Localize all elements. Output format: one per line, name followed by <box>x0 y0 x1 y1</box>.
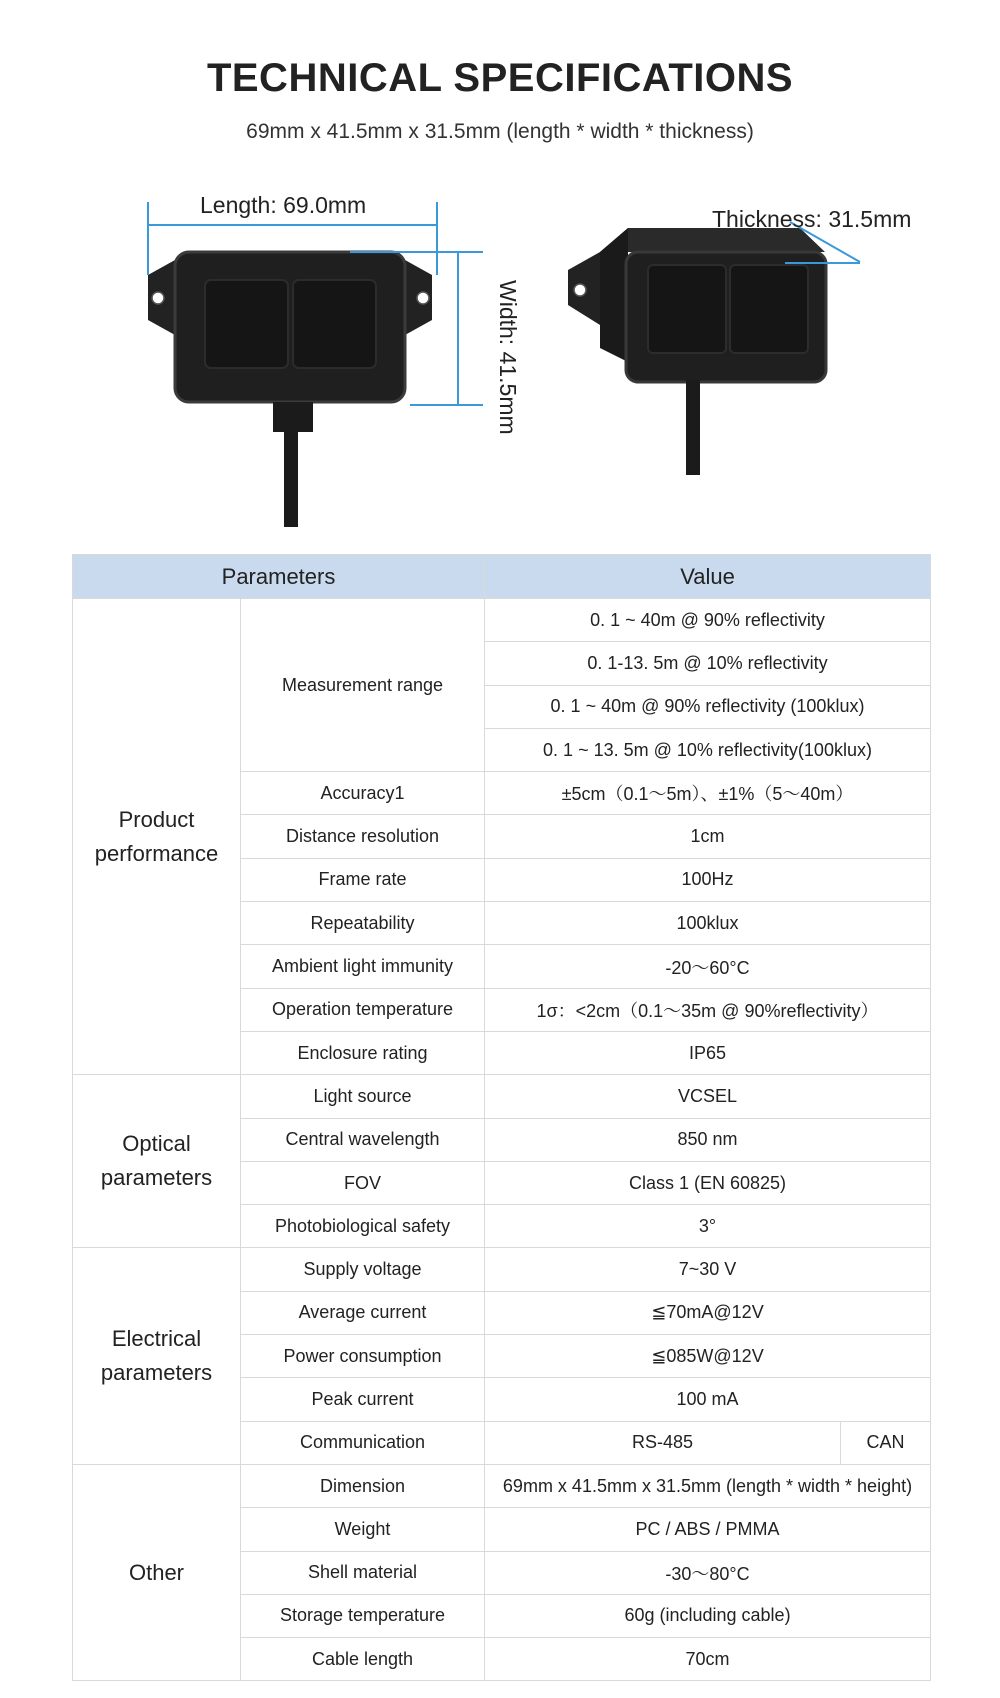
table-row <box>73 1248 931 1291</box>
param-label: FOV <box>241 1161 485 1204</box>
param-value: 70cm <box>485 1638 931 1681</box>
thickness-dimension-label: Thickness: 31.5mm <box>712 206 912 232</box>
param-value: 7~30 V <box>485 1248 931 1291</box>
param-label: Enclosure rating <box>241 1031 485 1074</box>
perspective-view-device <box>568 228 826 475</box>
param-label: Measurement range <box>241 599 485 772</box>
param-value: ≦085W@12V <box>485 1335 931 1378</box>
param-label: Cable length <box>241 1638 485 1681</box>
param-value: 60g (including cable) <box>485 1594 931 1637</box>
param-label: Average current <box>241 1291 485 1334</box>
param-label: Peak current <box>241 1378 485 1421</box>
width-dimension-label: Width: 41.5mm <box>495 280 521 435</box>
param-value: 100Hz <box>485 858 931 901</box>
param-value: 850 nm <box>485 1118 931 1161</box>
param-value: ±5cm（0.1～5m）、±1%（5～40m） <box>485 772 931 815</box>
page-title: TECHNICAL SPECIFICATIONS <box>206 56 794 100</box>
param-label: Accuracy1 <box>241 772 485 815</box>
header-value: Value <box>485 555 931 599</box>
param-label: Ambient light immunity <box>241 945 485 988</box>
param-value: 100klux <box>485 902 931 945</box>
param-value: 1cm <box>485 815 931 858</box>
param-value: -20～60°C <box>485 945 931 988</box>
param-label: Power consumption <box>241 1335 485 1378</box>
param-value: VCSEL <box>485 1075 931 1118</box>
page-subtitle: 69mm x 41.5mm x 31.5mm (length * width * thickness) <box>246 120 754 143</box>
param-label: Frame rate <box>241 858 485 901</box>
param-value-secondary: CAN <box>841 1421 931 1464</box>
param-label: Repeatability <box>241 902 485 945</box>
param-label: Central wavelength <box>241 1118 485 1161</box>
param-value: 3° <box>485 1205 931 1248</box>
length-dimension-label: Length: 69.0mm <box>200 192 367 218</box>
param-label: Shell material <box>241 1551 485 1594</box>
param-value: 0. 1-13. 5m @ 10% reflectivity <box>485 642 931 685</box>
param-value: 1σ：<2cm（0.1～35m @ 90%reflectivity） <box>485 988 931 1031</box>
param-label: Weight <box>241 1508 485 1551</box>
param-label: Supply voltage <box>241 1248 485 1291</box>
table-row <box>73 1464 931 1507</box>
product-figure <box>0 180 1000 540</box>
param-value: -30～80°C <box>485 1551 931 1594</box>
param-label: Dimension <box>241 1464 485 1507</box>
param-label: Distance resolution <box>241 815 485 858</box>
param-value: Class 1 (EN 60825) <box>485 1161 931 1204</box>
param-label: Storage temperature <box>241 1594 485 1637</box>
param-label: Communication <box>241 1421 485 1464</box>
param-value: 0. 1 ~ 40m @ 90% reflectivity (100klux) <box>485 685 931 728</box>
table-header-row <box>73 555 931 599</box>
group-product-performance: Product performance <box>73 599 241 1075</box>
table-row <box>73 1075 931 1118</box>
param-value: RS-485 <box>485 1421 841 1464</box>
param-value: 0. 1 ~ 13. 5m @ 10% reflectivity(100klux) <box>485 728 931 771</box>
group-optical-parameters: Optical parameters <box>73 1075 241 1248</box>
header-parameters: Parameters <box>73 555 485 599</box>
param-value: 0. 1 ~ 40m @ 90% reflectivity <box>485 599 931 642</box>
param-value: 100 mA <box>485 1378 931 1421</box>
param-value: IP65 <box>485 1031 931 1074</box>
group-other: Other <box>73 1464 241 1680</box>
param-label: Photobiological safety <box>241 1205 485 1248</box>
specifications-table <box>72 554 931 1681</box>
param-label: Operation temperature <box>241 988 485 1031</box>
param-value: 69mm x 41.5mm x 31.5mm (length * width * height) <box>485 1464 931 1507</box>
front-view-device <box>148 252 432 527</box>
param-value: ≦70mA@12V <box>485 1291 931 1334</box>
group-electrical-parameters: Electrical parameters <box>73 1248 241 1464</box>
table-row <box>73 599 931 642</box>
param-label: Light source <box>241 1075 485 1118</box>
param-value: PC / ABS / PMMA <box>485 1508 931 1551</box>
